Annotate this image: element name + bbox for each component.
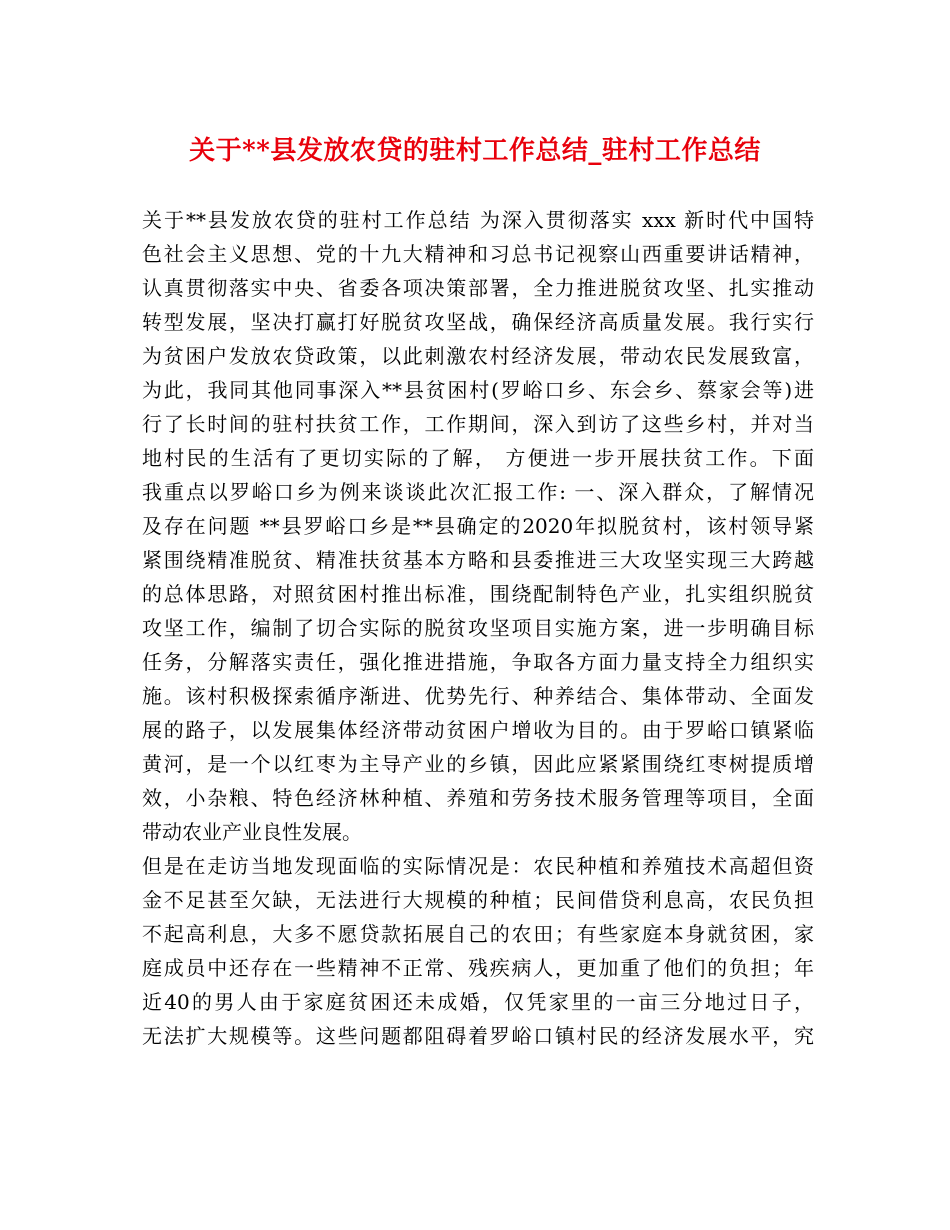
text-line: 为贫困户发放农贷政策，以此刺激农村经济发展，带动农民发展致富， — [142, 344, 814, 368]
text-line: 及存在问题 **县罗峪口乡是**县确定的2020年拟脱贫村，该村领导紧 — [142, 514, 814, 538]
text-line: 攻坚工作，编制了切合实际的脱贫攻坚项目实施方案，进一步明确目标 — [142, 616, 814, 640]
text-line: 展的路子，以发展集体经济带动贫困户增收为目的。由于罗峪口镇紧临 — [142, 718, 814, 742]
text-line: 地村民的生活有了更切实际的了解， 方便进一步开展扶贫工作。下面 — [142, 446, 814, 470]
text-line: 效，小杂粮、特色经济林种植、养殖和劳务技术服务管理等项目，全面 — [142, 786, 814, 810]
text-line: 我重点以罗峪口乡为例来谈谈此次汇报工作: 一、深入群众，了解情况 — [142, 480, 814, 504]
text-line: 关于**县发放农贷的驻村工作总结 为深入贯彻落实 xxx 新时代中国特 — [142, 208, 814, 232]
page-title: 关于**县发放农贷的驻村工作总结_驻村工作总结 — [189, 136, 761, 166]
text-line: 金不足甚至欠缺，无法进行大规模的种植；民间借贷利息高，农民负担 — [142, 888, 814, 912]
text-line: 认真贯彻落实中央、省委各项决策部署，全力推进脱贫攻坚、扎实推动 — [142, 276, 814, 300]
document-body — [142, 203, 814, 1053]
text-line: 带动农业产业良性发展。 — [142, 820, 362, 844]
text-line: 任务，分解落实责任，强化推进措施，争取各方面力量支持全力组织实 — [142, 650, 814, 674]
text-line: 施。该村积极探索循序渐进、优势先行、种养结合、集体带动、全面发 — [142, 684, 814, 708]
text-line: 色社会主义思想、党的十九大精神和习总书记视察山西重要讲话精神， — [142, 242, 814, 266]
text-line: 不起高利息，大多不愿贷款拓展自己的农田；有些家庭本身就贫困，家 — [142, 922, 814, 946]
text-line: 黄河，是一个以红枣为主导产业的乡镇，因此应紧紧围绕红枣树提质增 — [142, 752, 814, 776]
text-line: 行了长时间的驻村扶贫工作，工作期间，深入到访了这些乡村，并对当 — [142, 412, 814, 436]
text-line: 转型发展，坚决打赢打好脱贫攻坚战，确保经济高质量发展。我行实行 — [142, 310, 814, 334]
text-line: 的总体思路，对照贫困村推出标准，围绕配制特色产业，扎实组织脱贫 — [142, 582, 814, 606]
text-line: 近40的男人由于家庭贫困还未成婚，仅凭家里的一亩三分地过日子， — [142, 990, 814, 1014]
text-line: 为此，我同其他同事深入**县贫困村(罗峪口乡、东会乡、蔡家会等)进 — [142, 378, 814, 402]
text-line: 紧围绕精准脱贫、精准扶贫基本方略和县委推进三大攻坚实现三大跨越 — [142, 548, 814, 572]
text-line: 无法扩大规模等。这些问题都阻碍着罗峪口镇村民的经济发展水平，究 — [142, 1024, 814, 1048]
text-line: 庭成员中还存在一些精神不正常、残疾病人，更加重了他们的负担；年 — [142, 956, 814, 980]
text-line: 但是在走访当地发现面临的实际情况是：农民种植和养殖技术高超但资 — [142, 854, 814, 878]
